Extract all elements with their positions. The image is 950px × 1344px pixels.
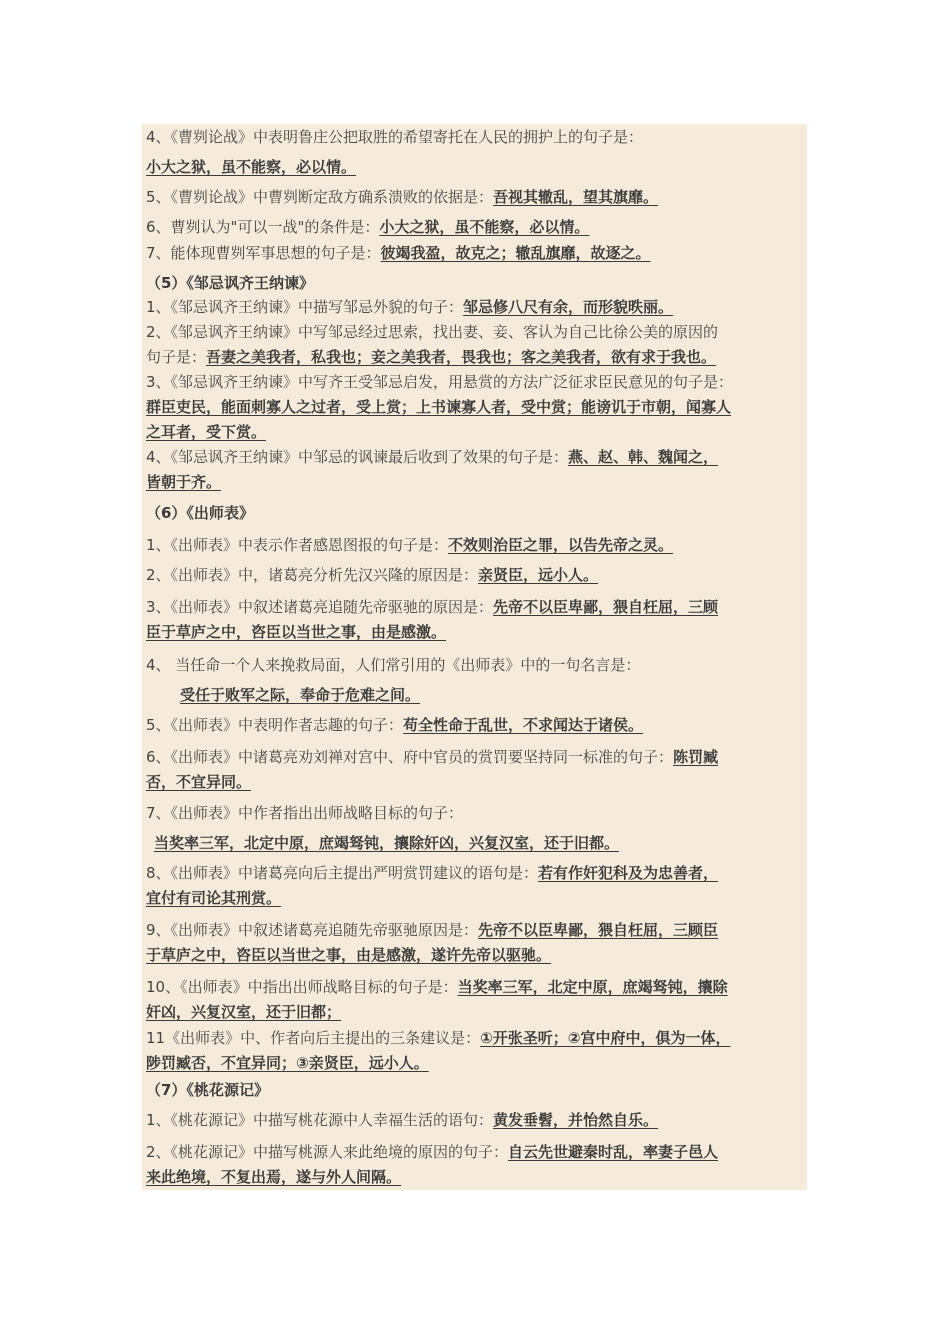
answer-text: 皆朝于齐。 [146,473,222,491]
question-text: 7、《出师表》中作者指出出师战略目标的句子： [146,804,464,822]
answer-text: ①开张圣听；②宫中府中，俱为一体， [480,1029,731,1047]
question-text: 6、曹刿认为"可以一战"的条件是： [146,218,380,236]
answer-text: 先帝不以臣卑鄙，猥自枉屈，三顾臣 [478,921,719,939]
answer-text: 先帝不以臣卑鄙，猥自枉屈，三顾 [493,598,719,616]
answer-text: 受任于败军之际，奉命于危难之间。 [180,686,421,704]
answer-text: 奸凶，兴复汉室，还于旧都； [146,1003,342,1021]
question-text: 8、《出师表》中诸葛亮向后主提出严明赏罚建议的语句是： [146,864,539,882]
question-line [146,446,803,468]
question-line [146,887,803,909]
question-line [146,621,803,643]
question-line [146,746,803,768]
question-line [146,126,803,148]
question-line [146,396,803,418]
answer-text: 邹忌修八尺有余，而形貌昳丽。 [463,298,674,316]
document-page [142,124,807,1190]
question-line [146,1001,803,1023]
question-line [146,1027,803,1049]
answer-text: 陈罚臧 [673,748,719,766]
question-text: 10、《出师表》中指出出师战略目标的句子是： [146,978,458,996]
question-text: 11《出师表》中、作者向后主提出的三条建议是： [146,1029,481,1047]
question-line [146,421,803,443]
question-text: 1、《桃花源记》中描写桃花源中人幸福生活的语句： [146,1111,494,1129]
question-line [146,371,803,393]
answer-text: 不效则治臣之罪，以告先帝之灵。 [448,536,674,554]
question-line [146,771,803,793]
answer-text: 来此绝境，不复出焉，遂与外人间隔。 [146,1168,402,1186]
answer-text: 小大之狱，虽不能察，必以情。 [379,218,590,236]
section-heading [146,502,803,524]
answer-text: 吾妻之美我者，私我也；妾之美我者，畏我也；客之美我者，欲有求于我也。 [206,348,717,366]
question-line [146,216,803,238]
answer-text: 之耳者，受下赏。 [146,423,267,441]
question-line [146,1052,803,1074]
question-line [146,832,803,854]
question-line [146,471,803,493]
question-text: 句子是： [146,348,207,366]
answer-text: 黄发垂髫，并怡然自乐。 [493,1111,659,1129]
answer-text: 小大之狱，虽不能察，必以情。 [146,158,357,176]
question-text: 2、《邹忌讽齐王纳谏》中写邹忌经过思索，找出妻、妾、客认为自己比徐公美的原因的 [146,323,719,341]
question-line [146,976,803,998]
answer-text: 于草庐之中，咨臣以当世之事，由是感激，遂许先帝以驱驰。 [146,946,552,964]
answer-text: 苟全性命于乱世，不求闻达于诸侯。 [403,716,644,734]
answer-text: 彼竭我盈，故克之；辙乱旗靡，故逐之。 [380,244,651,262]
question-line [146,596,803,618]
question-text: 6、《出师表》中诸葛亮劝刘禅对宫中、府中官员的赏罚要坚持同一标准的句子： [146,748,674,766]
question-line [146,944,803,966]
answer-text: 宜付有司论其刑赏。 [146,889,282,907]
question-text: 3、《邹忌讽齐王纳谏》中写齐王受邹忌启发，用悬赏的方法广泛征求臣民意见的句子是： [146,373,734,391]
question-text: 4、 当任命一个人来挽救局面，人们常引用的《出师表》中的一句名言是： [146,656,641,674]
answer-text: 吾视其辙乱，望其旗靡。 [493,188,659,206]
question-text: 2、《桃花源记》中描写桃源人来此绝境的原因的句子： [146,1143,509,1161]
question-line [146,321,803,343]
heading-text: （7）《桃花源记》 [146,1081,269,1099]
question-text: 7、能体现曹刿军事思想的句子是： [146,244,381,262]
question-line [146,862,803,884]
question-line [146,802,803,824]
question-text: 1、《出师表》中表示作者感恩图报的句子是： [146,536,449,554]
question-line [146,186,803,208]
question-line [146,1141,803,1163]
question-line [146,534,803,556]
question-line [146,714,803,736]
section-heading [146,1079,803,1101]
question-line [146,1109,803,1131]
question-text: 5、《出师表》中表明作者志趣的句子： [146,716,404,734]
answer-text: 当奖率三军，北定中原，庶竭驽钝，攘除奸凶，兴复汉室，还于旧都。 [154,834,620,852]
answer-text: 否，不宜异同。 [146,773,252,791]
question-line [146,346,803,368]
section-heading [146,272,803,294]
answer-text: 燕、赵、韩、魏闻之， [568,448,719,466]
answer-text: 陟罚臧否，不宜异同；③亲贤臣，远小人。 [146,1054,429,1072]
question-text: 9、《出师表》中叙述诸葛亮追随先帝驱驰原因是： [146,921,479,939]
answer-text: 自云先世避秦时乱，率妻子邑人 [508,1143,719,1161]
heading-text: （5）《邹忌讽齐王纳谏》 [146,274,314,292]
answer-text: 亲贤臣，远小人。 [478,566,599,584]
question-line [146,1166,803,1188]
answer-text: 当奖率三军，北定中原，庶竭驽钝，攘除 [457,978,728,996]
question-text: 3、《出师表》中叙述诸葛亮追随先帝驱驰的原因是： [146,598,494,616]
answer-text: 臣于草庐之中，咨臣以当世之事，由是感激。 [146,623,447,641]
question-line [146,296,803,318]
question-text: 1、《邹忌讽齐王纳谏》中描写邹忌外貌的句子： [146,298,464,316]
heading-text: （6）《出师表》 [146,504,254,522]
question-text: 2、《出师表》中，诸葛亮分析先汉兴隆的原因是： [146,566,479,584]
question-line [146,919,803,941]
question-line [146,654,803,676]
question-line [146,564,803,586]
question-line [146,156,803,178]
question-text: 4、《曹刿论战》中表明鲁庄公把取胜的希望寄托在人民的拥护上的句子是： [146,128,644,146]
question-text: 4、《邹忌讽齐王纳谏》中邹忌的讽谏最后收到了效果的句子是： [146,448,569,466]
question-line [146,684,803,706]
answer-text: 若有作奸犯科及为忠善者， [538,864,719,882]
question-text: 5、《曹刿论战》中曹刿断定敌方确系溃败的依据是： [146,188,494,206]
answer-text: 群臣吏民，能面刺寡人之过者，受上赏；上书谏寡人者，受中赏；能谤讥于市朝，闻寡人 [146,398,732,416]
question-line [146,242,803,264]
